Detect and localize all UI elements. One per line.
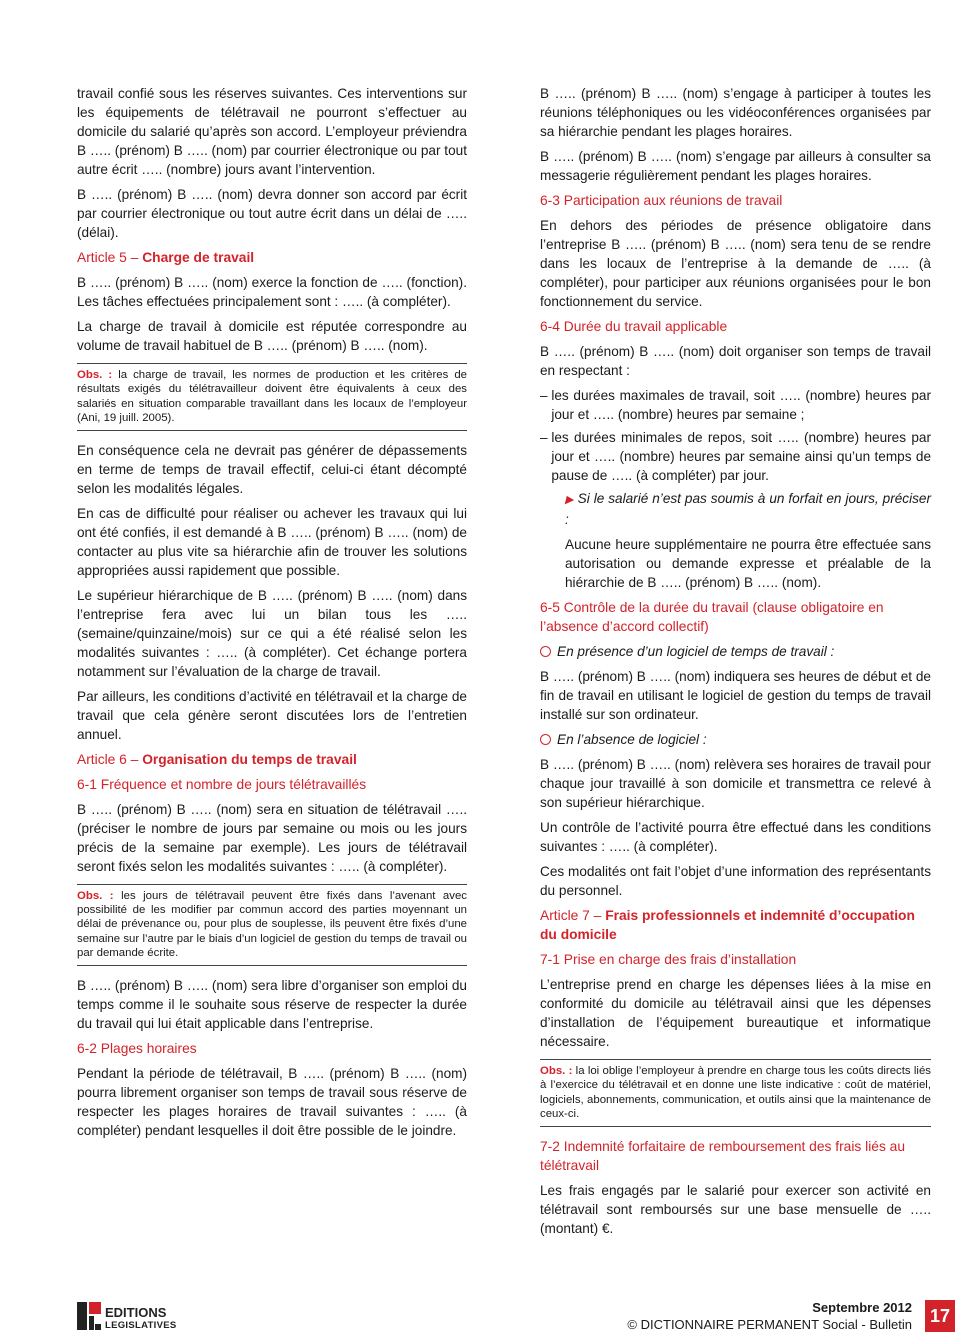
article-title: Organisation du temps de travail [142,751,357,767]
paragraph: Les frais engagés par le salarié pour exercer son activité en télétravail sont remboursés sur une base mensuelle de ….. (montant) €. [540,1182,931,1236]
footer-info [627,1299,912,1333]
observation-note [77,363,467,431]
list-item-text: les durées minimales de repos, soit ….. (nombre) heures par jour et ….. (nombre) heures par semaine ainsi qu’un temps de pause de ….. (à compléter) par jour. [551,430,931,483]
paragraph: Aucune heure supplémentaire ne pourra être effectuée sans autorisation ou demande expresse et préalable de la hiérarchie de B ….. (prénom) B ….. (nom). [565,537,931,590]
page-number: 17 [925,1300,955,1332]
obs-text: la loi oblige l’employeur à prendre en charge tous les coûts directs liés à l’exercice du télétravail et en donne une liste indicative : coût de matériel, logiciels, abonnements, communication, et outils ainsi que la maintenance de ceux-ci. [540,1065,931,1121]
paragraph: B ….. (prénom) B ….. (nom) sera en situation de télétravail ….. (préciser le nombre de jours par semaine ou mois ou les jours précis de la semaine par exemple). Les jours de télétravail seront fixés selon les modalités suivantes : ….. (à compléter). [77,801,467,874]
section-6-1-heading: 6-1 Fréquence et nombre de jours télétravaillés [77,776,367,792]
list-item [540,428,931,489]
paragraph: B ….. (prénom) B ….. (nom) exerce la fonction de ….. (fonction). Les tâches effectuées principalement sont : ….. (à compléter). [77,275,467,309]
paragraph: B ….. (prénom) B ….. (nom) s’engage par ailleurs à consulter sa messagerie régulièrement pendant les plages horaires. [540,149,931,183]
option-line [540,730,931,749]
circle-bullet-icon [540,734,551,745]
option-text: En l’absence de logiciel : [557,732,707,747]
article-6-heading: Article 6 – Organisation du temps de travail [77,751,357,767]
paragraph: Un contrôle de l’activité pourra être effectué dans les conditions suivantes : ….. (à compléter). [540,820,931,854]
observation-note [540,1059,931,1127]
paragraph: B ….. (prénom) B ….. (nom) sera libre d’organiser son emploi du temps comme il le souhaite sous réserve de respecter la durée du travail qui lui était applicable dans l’entreprise. [77,977,467,1031]
section-6-5-heading: 6-5 Contrôle de la durée du travail (clause obligatoire en l’absence d’accord collectif) [540,600,884,634]
publisher-logo [77,1300,187,1334]
obs-label: Obs. : [77,369,113,381]
option-line [540,642,931,661]
section-6-2-heading: 6-2 Plages horaires [77,1040,197,1056]
paragraph: Pendant la période de télétravail, B ….. (prénom) B ….. (nom) pourra librement organiser son temps de travail sous réserve de respecter les plages horaires de travail suivantes : ….. (à compléter) pendant lesquelles il doit être possible de le joindre. [77,1065,467,1138]
dash-bullet: – [540,430,548,445]
circle-bullet-icon [540,646,551,657]
paragraph: travail confié sous les réserves suivantes. Ces interventions sur les équipements de télétravail ne pourront s’effectuer au domicile du salarié qu’après son accord. L’employeur préviendra B ….. (prénom) B ….. (nom) par courrier électronique ou par tout autre écrit ….. (nombre) jours avant l’intervention. [77,86,467,177]
paragraph: B ….. (prénom) B ….. (nom) s’engage à participer à toutes les réunions téléphoniques ou les vidéoconférences organisées par sa hiérarchie pendant les plages horaires. [540,86,931,139]
triangle-bullet-icon: ▶ [565,494,574,506]
list-item [540,386,931,428]
paragraph: B ….. (prénom) B ….. (nom) indiquera ses heures de début et de fin de travail en utilisant le logiciel de gestion du temps de travail installé sur son ordinateur. [540,669,931,722]
paragraph: Ces modalités ont fait l’objet d’une information des représentants du personnel. [540,864,931,898]
article-5-heading: Article 5 – Charge de travail [77,250,255,265]
article-number: Article 7 [540,908,590,923]
article-number: Article 5 [77,250,127,265]
paragraph: La charge de travail à domicile est réputée correspondre au volume de travail habituel de B ….. (prénom) B ….. (nom). [77,319,467,353]
list-item-text: les durées maximales de travail, soit ….. (nombre) heures par jour et ….. (nombre) heures par semaine ; [551,388,931,422]
section-7-2-heading: 7-2 Indemnité forfaitaire de remboursement des frais liés au télétravail [540,1138,906,1173]
dash-bullet: – [540,388,548,403]
article-7-heading: Article 7 – Frais professionnels et indemnité d’occupation du domicile [540,908,915,942]
section-7-1-heading: 7-1 Prise en charge des frais d’installation [540,952,797,967]
paragraph: B ….. (prénom) B ….. (nom) doit organiser son temps de travail en respectant : [540,344,931,378]
right-column [540,84,931,1244]
obs-label: Obs. : [77,889,114,902]
paragraph: En conséquence cela ne devrait pas générer de dépassements en terme de temps de travail effectif, celui-ci étant décompté selon les modalités légales. [77,442,467,496]
conditional-note [540,489,931,529]
article-title: Frais professionnels et indemnité d’occupation du domicile [540,908,915,942]
logo-wordmark [105,1306,177,1332]
issue-date: Septembre 2012 [812,1300,912,1315]
obs-text: la charge de travail, les normes de production et les critères de résultats exigés du télétravailleur doivent être équivalents à ceux des salariés en situation comparable travaillant dans les locaux de l’employeur (Ani, 19 juill. 2005). [77,369,468,425]
logo-line-2: LEGISLATIVES [105,1320,177,1331]
paragraph: B ….. (prénom) B ….. (nom) relèvera ses horaires de travail pour chaque jour travaillé à son domicile et transmettra ce relevé à son supérieur hiérarchique. [540,757,931,810]
obs-text: les jours de télétravail peuvent être fixés dans l’avenant avec possibilité de les modifier par commun accord des parties moyennant un délai de prévenance ou, pour plus de souplesse, ils peuvent être fixés d’une semaine sur l’autre par le biais d’un logiciel de gestion du temps de travail ou par demande écrite. [77,889,467,960]
paragraph: B ….. (prénom) B ….. (nom) devra donner son accord par écrit par courrier électronique ou tout autre écrit dans un délai de ….. (délai). [77,187,467,240]
observation-note [77,884,467,966]
article-number: Article 6 [77,751,127,767]
publication-name: © DICTIONNAIRE PERMANENT Social - Bulletin [627,1317,912,1332]
option-text: En présence d’un logiciel de temps de travail : [557,644,835,659]
paragraph: En dehors des périodes de présence obligatoire dans l’entreprise B ….. (prénom) B ….. (nom) sera tenu de se rendre dans les locaux de l’entreprise à la demande de ….. (à compléter), pour participer aux réunions organisées pour le bon fonctionnement du service. [540,218,931,309]
paragraph: Le supérieur hiérarchique de B ….. (prénom) B ….. (nom) dans l’entreprise fera avec lui un bilan tous les ….. (semaine/quinzaine/mois) sur ce qui a été réalisé selon les modalités suivantes : ….. (à compléter). Cet échange portera notamment sur l’évaluation de la charge de travail. [77,587,467,679]
obs-label: Obs. : [540,1065,573,1077]
paragraph: En cas de difficulté pour réaliser ou achever les travaux qui lui ont été confiés, il est demandé à B ….. (prénom) B ….. (nom) de contacter au plus vite sa hiérarchie afin de trouver les solutions appropriées aussi rapidement que possible. [77,505,467,578]
left-column [77,84,467,1146]
article-title: Charge de travail [142,250,255,265]
logo-line-1: EDITIONS [105,1305,167,1320]
paragraph: L’entreprise prend en charge les dépenses liées à la mise en conformité du domicile au télétravail ainsi que les dépenses d’installation de l’équipement bureautique et informatique nécessaire. [540,977,931,1049]
logo-mark-icon [77,1302,101,1330]
paragraph: Par ailleurs, les conditions d’activité en télétravail et la charge de travail que cela génère seront discutées lors de l’entretien annuel. [77,688,467,742]
conditional-text: Si le salarié n’est pas soumis à un forfait en jours, préciser : [565,491,931,527]
section-6-3-heading: 6-3 Participation aux réunions de travail [540,193,783,208]
section-6-4-heading: 6-4 Durée du travail applicable [540,319,728,334]
